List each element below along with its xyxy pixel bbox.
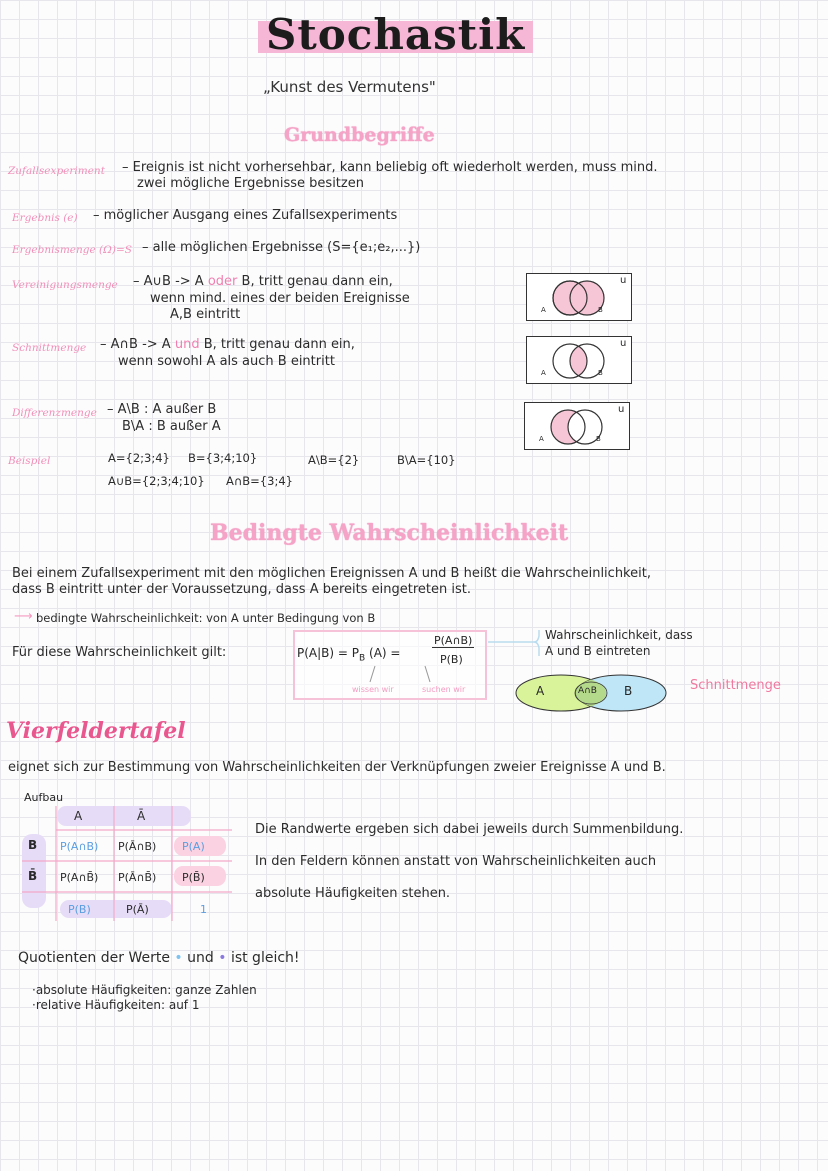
venn-union-a: A: [541, 306, 546, 314]
venn-difference-u: u: [618, 404, 625, 415]
quotient-post: ist gleich!: [230, 950, 300, 966]
blue-dot-icon: •: [174, 950, 183, 966]
term-ergebnismenge: Ergebnismenge (Ω)=S: [12, 244, 132, 256]
definition-schnittmenge-line1: [100, 337, 355, 352]
term-differenzmenge: Differenzmenge: [12, 407, 97, 419]
bracket-connector: [484, 626, 544, 662]
venn-union-b: B: [598, 306, 603, 314]
ellipse-label-b: B: [624, 684, 633, 698]
vereinigung-oder: oder: [207, 274, 238, 289]
schnittmenge-label: Schnittmenge: [690, 678, 781, 693]
beispiel-a-minus-b: A\B={2}: [308, 453, 360, 467]
beispiel-b: B={3;4;10}: [188, 451, 258, 465]
cell-p-abar-and-bbar: P(Ā∩B̄): [118, 871, 157, 884]
formula-sub: B: [359, 653, 366, 664]
pointer-suchen: [425, 666, 430, 682]
venn-intersection-diagram: [526, 336, 632, 384]
col-header-abar: Ā: [137, 809, 146, 823]
definition-differenzmenge-line1: – A\B : A außer B: [107, 402, 217, 417]
vierfeldertafel-intro: eignet sich zur Bestimmung von Wahrscheinlichkeiten der Verknüpfungen zweier Ereignisse A und B.: [8, 760, 666, 775]
formula-denominator: P(B): [440, 653, 463, 666]
term-ergebnis: Ergebnis (e): [12, 212, 78, 224]
venn-intersection-a: A: [541, 369, 546, 377]
venn-difference-a: A: [539, 435, 544, 443]
schnitt-und: und: [174, 337, 200, 352]
quotient-mid: und: [187, 950, 214, 966]
term-zufallsexperiment: Zufallsexperiment: [8, 165, 105, 177]
definition-ergebnismenge: – alle möglichen Ergebnisse (S={e₁;e₂,...}): [142, 240, 421, 255]
definition-vereinigungsmenge-line3: A,B eintritt: [170, 307, 241, 322]
formula-wissen: wissen wir: [352, 685, 394, 694]
cell-p-abar-and-b: P(Ā∩B): [118, 840, 157, 853]
cell-p-a-and-b: P(A∩B): [60, 840, 99, 853]
cell-p-b: P(B): [68, 903, 91, 916]
formula-pointer-lines: [350, 664, 450, 686]
ellipse-label-ab: A∩B: [578, 686, 597, 696]
page-title: Stochastik: [258, 10, 533, 59]
term-beispiel: Beispiel: [8, 455, 51, 467]
term-schnittmenge: Schnittmenge: [12, 342, 87, 354]
formula-mid: (A) =: [369, 646, 401, 660]
row-header-bbar: B̄: [28, 869, 38, 883]
col-header-a: A: [74, 809, 83, 823]
bedingte-intro-line1: Bei einem Zufallsexperiment mit den möglichen Ereignissen A und B heißt die Wahrscheinlichkeit,: [12, 566, 651, 581]
definition-zufallsexperiment-line2: zwei mögliche Ergebnisse besitzen: [137, 176, 364, 191]
relative-haeufigkeiten: ·relative Häufigkeiten: auf 1: [32, 998, 200, 1012]
beispiel-union: A∪B={2;3;4;10}: [108, 474, 205, 488]
formula-left: [297, 646, 400, 663]
aufbau-label: Aufbau: [24, 791, 64, 804]
cell-one: 1: [200, 903, 207, 916]
venn-intersection-b: B: [598, 369, 603, 377]
cell-p-abar: P(Ā): [126, 903, 149, 916]
quotient-pre: Quotienten der Werte: [18, 950, 170, 966]
arrow-icon: ⟶: [14, 609, 33, 624]
venn-union-u: u: [620, 275, 627, 286]
cell-p-a-and-bbar: P(A∩B̄): [60, 871, 99, 884]
vierfelder-text-line2: In den Feldern können anstatt von Wahrscheinlichkeiten auch: [255, 854, 657, 869]
absolute-haeufigkeiten: ·absolute Häufigkeiten: ganze Zahlen: [32, 983, 257, 997]
definition-ergebnis: – möglicher Ausgang eines Zufallsexperiments: [93, 208, 398, 223]
schnitt-pre: – A∩B -> A: [100, 337, 171, 352]
cell-p-a: P(A): [182, 840, 205, 853]
section-heading-vierfeldertafel: Vierfeldertafel: [6, 718, 186, 744]
vierfelder-text-line3: absolute Häufigkeiten stehen.: [255, 886, 451, 901]
formula-left-text: P(A|B) = P: [297, 646, 360, 660]
vereinigung-pre: – A∪B -> A: [133, 274, 204, 289]
venn-difference-diagram: [524, 402, 630, 450]
subtitle: „Kunst des Vermutens": [263, 78, 436, 96]
beispiel-intersection: A∩B={3;4}: [226, 474, 293, 488]
bedingte-note-line1: Wahrscheinlichkeit, dass: [545, 628, 693, 642]
venn-union-diagram: [526, 273, 632, 321]
bracket-path: [488, 630, 539, 656]
definition-vereinigungsmenge-line1: [133, 274, 393, 289]
definition-differenzmenge-line2: B\A : B außer A: [122, 419, 221, 434]
schnitt-post: B, tritt genau dann ein,: [203, 337, 355, 352]
bedingte-arrow-line: bedingte Wahrscheinlichkeit: von A unter Bedingung von B: [36, 611, 376, 625]
section-heading-bedingte: Bedingte Wahrscheinlichkeit: [210, 520, 569, 546]
formula-numerator: P(A∩B): [434, 634, 473, 647]
formula-suchen: suchen wir: [422, 685, 466, 694]
vereinigung-post: B, tritt genau dann ein,: [241, 274, 393, 289]
cell-p-bbar: P(B̄): [182, 871, 205, 884]
definition-schnittmenge-line2: wenn sowohl A als auch B eintritt: [118, 354, 335, 369]
vierfelder-text-line1: Die Randwerte ergeben sich dabei jeweils durch Summenbildung.: [255, 822, 684, 837]
definition-vereinigungsmenge-line2: wenn mind. eines der beiden Ereignisse: [150, 291, 410, 306]
venn-difference-b: B: [596, 435, 601, 443]
section-heading-grundbegriffe: Grundbegriffe: [284, 124, 435, 146]
term-vereinigungsmenge: Vereinigungsmenge: [12, 279, 118, 291]
beispiel-a: A={2;3;4}: [108, 451, 170, 465]
definition-zufallsexperiment-line1: – Ereignis ist nicht vorhersehbar, kann beliebig oft wiederholt werden, muss mind.: [122, 160, 658, 175]
beispiel-b-minus-a: B\A={10}: [397, 453, 456, 467]
venn-intersection-u: u: [620, 338, 627, 349]
pointer-wissen: [370, 666, 375, 682]
bedingte-note-line2: A und B eintreten: [545, 644, 651, 658]
ellipse-label-a: A: [536, 684, 545, 698]
purple-dot-icon: •: [218, 950, 227, 966]
row-header-b: B: [28, 838, 38, 852]
quotient-line: [18, 950, 300, 966]
bedingte-intro-line2: dass B eintritt unter der Voraussetzung, dass A bereits eingetreten ist.: [12, 582, 471, 597]
bedingte-formula-intro: Für diese Wahrscheinlichkeit gilt:: [12, 645, 227, 660]
